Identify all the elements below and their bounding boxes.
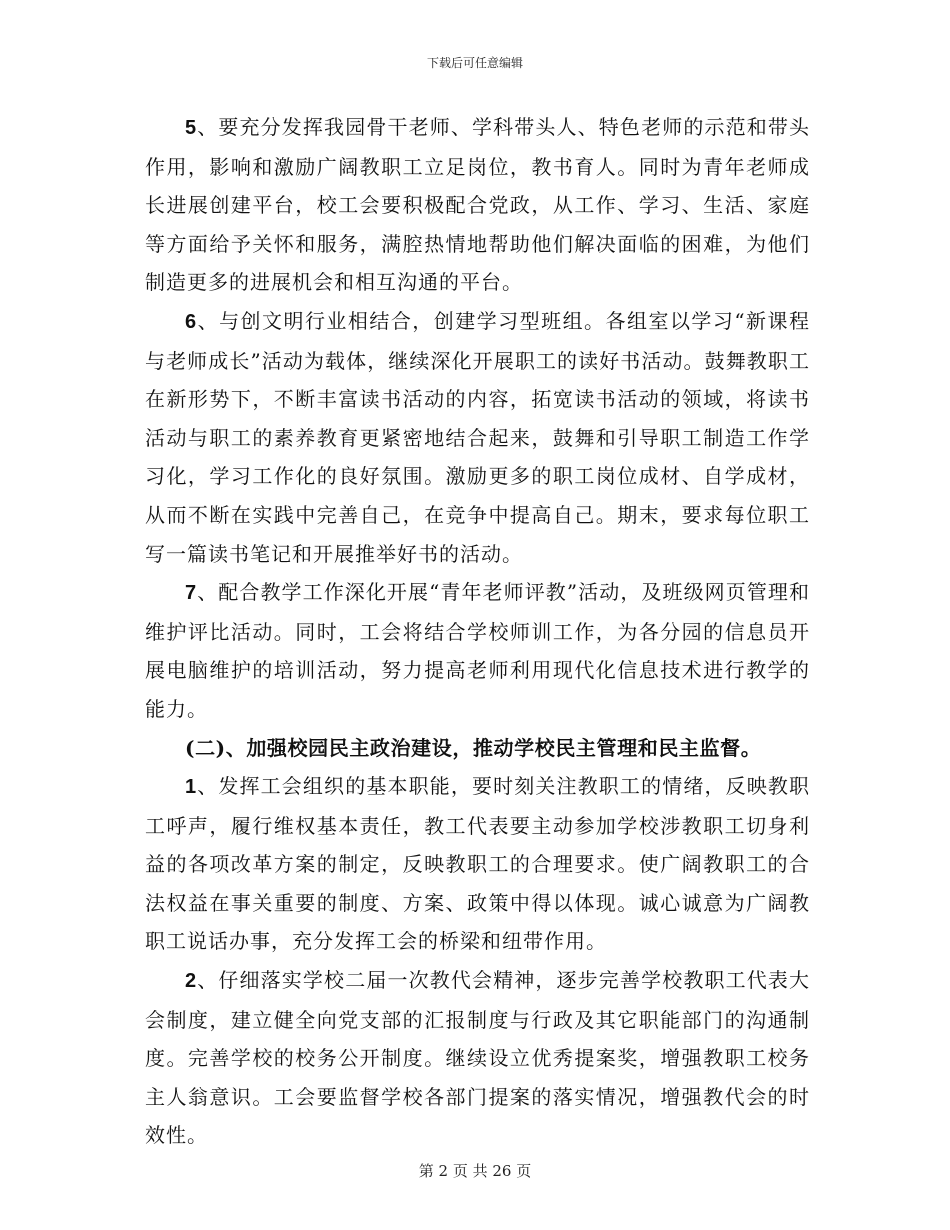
paragraph-text: 、仔细落实学校二届一次教代会精神，逐步完善学校教职工代表大会制度，建立健全向党支部的汇报制度与行政及其它职能部门的沟通制度。完善学校的校务公开制度。继续设立优秀提案奖，增强教职工校务主人翁意识。工会要监督学校各部门提案的落实情况，增强教代会的时效性。: [145, 968, 810, 1148]
paragraph-item-5: [145, 108, 810, 302]
section-heading: (二)、加强校园民主政治建设，推动学校民主管理和民主监督。: [185, 735, 762, 760]
header-note: 下载后可任意编辑: [426, 56, 523, 70]
paragraph-number: 7: [185, 582, 198, 605]
paragraph-number: 1: [185, 776, 198, 799]
paragraph-text: 、与创文明行业相结合，创建学习型班组。各组室以学习“新课程与老师成长”活动为载体，继续深化开展职工的读好书活动。鼓舞教职工在新形势下，不断丰富读书活动的内容，拓宽读书活动的领域，将读书活动与职工的素养教育更紧密地结合起来，鼓舞和引导职工制造工作学习化，学习工作化的良好氛围。激励更多的职工岗位成材、自学成材，从而不断在实践中完善自己，在竞争中提高自己。期末，要求每位职工写一篇读书笔记和开展推举好书的活动。: [145, 308, 810, 566]
page-number: 第 2 页 共 26 页: [418, 1162, 532, 1180]
paragraph-item-2: [145, 961, 810, 1155]
document-body: [145, 108, 810, 1155]
paragraph-item-6: [145, 302, 810, 573]
paragraph-item-1: [145, 767, 810, 961]
paragraph-text: 、配合教学工作深化开展“青年老师评教”活动，及班级网页管理和维护评比活动。同时，工会将结合学校师训工作，为各分园的信息员开展电脑维护的培训活动，努力提高老师利用现代化信息技术进行教学的能力。: [145, 580, 810, 721]
paragraph-text: 、要充分发挥我园骨干老师、学科带头人、特色老师的示范和带头作用，影响和激励广阔教职工立足岗位，教书育人。同时为青年老师成长进展创建平台，校工会要积极配合党政，从工作、学习、生活、家庭等方面给予关怀和服务，满腔热情地帮助他们解决面临的困难，为他们制造更多的进展机会和相互沟通的平台。: [145, 115, 810, 295]
paragraph-number: 2: [185, 970, 198, 993]
paragraph-number: 6: [185, 310, 198, 333]
paragraph-item-7: [145, 573, 810, 728]
paragraph-text: 、发挥工会组织的基本职能，要时刻关注教职工的情绪，反映教职工呼声，履行维权基本责任，教工代表要主动参加学校涉教职工切身利益的各项改革方案的制定，反映教职工的合理要求。使广阔教职工的合法权益在事关重要的制度、方案、政策中得以体现。诚心诚意为广阔教职工说话办事，充分发挥工会的桥梁和纽带作用。: [145, 774, 810, 954]
paragraph-number: 5: [185, 117, 198, 139]
